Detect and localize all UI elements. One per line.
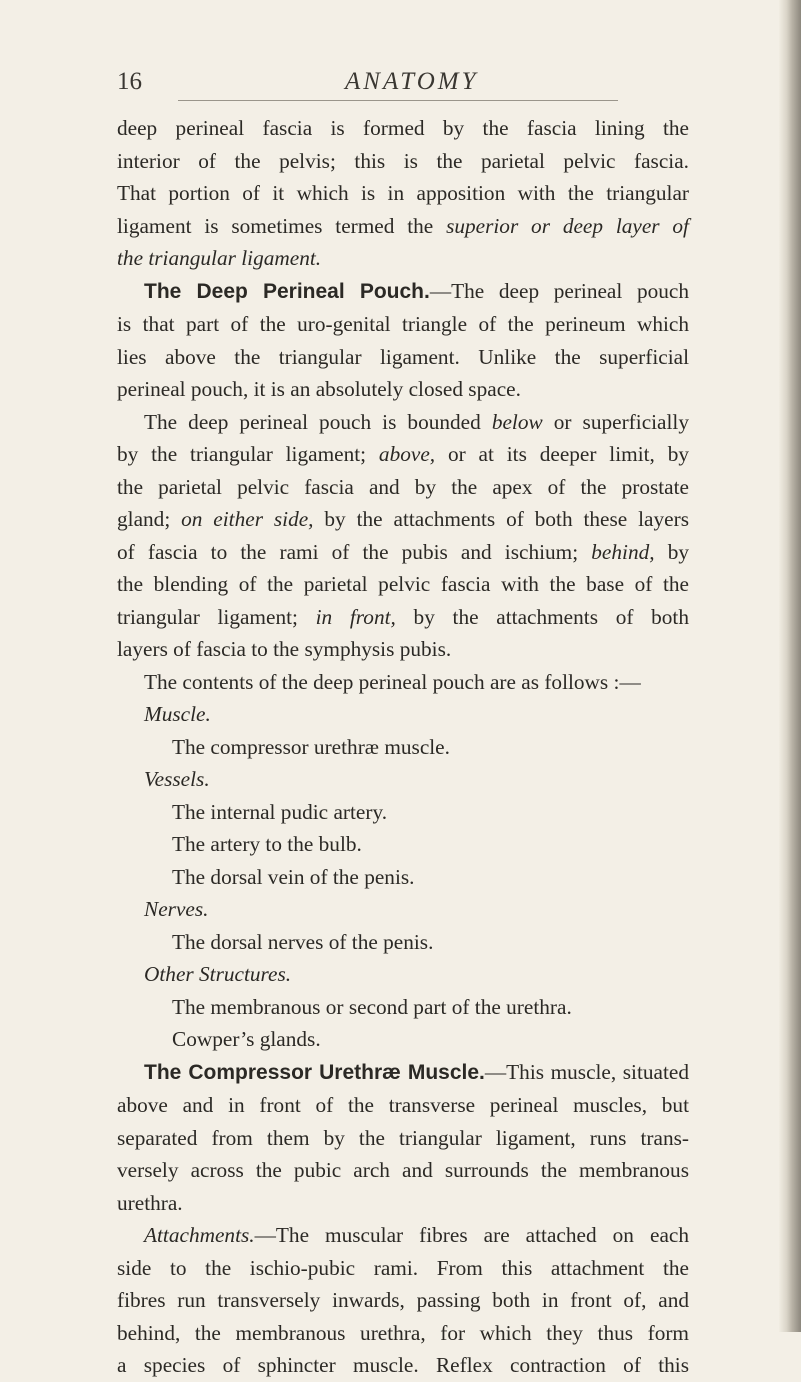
- list-item: The membranous or second part of the urethra.: [172, 994, 572, 1019]
- text-line: separated from them by the triangular ligament, runs trans-: [117, 1125, 689, 1150]
- list-item: The dorsal vein of the penis.: [172, 864, 415, 889]
- text-line: The Compressor Urethræ Muscle.—This muscle, situated: [144, 1059, 689, 1084]
- header-rule: [178, 100, 618, 101]
- list-item: The dorsal nerves of the penis.: [172, 929, 434, 954]
- italic-term: Attachments.: [144, 1223, 255, 1247]
- page-number: 16: [117, 68, 142, 95]
- list-item: The internal pudic artery.: [172, 799, 388, 824]
- text-line: of fascia to the rami of the pubis and ischium; behind, by: [117, 539, 690, 564]
- text-line: That portion of it which is in apposition with the triangular: [117, 181, 689, 205]
- text-line: The Deep Perineal Pouch.—The deep perineal pouch: [144, 278, 689, 303]
- running-title: ANATOMY: [345, 68, 479, 95]
- text-line: a species of sphincter muscle. Reflex contraction of this: [117, 1353, 689, 1377]
- running-head: [117, 68, 687, 102]
- text-line: triangular ligament; in front, by the attachments of both: [117, 604, 689, 629]
- list-category: Muscle.: [144, 702, 211, 726]
- body-text: [117, 112, 689, 1382]
- text-line: above and in front of the transverse perineal muscles, but: [117, 1093, 689, 1117]
- text-line: [117, 242, 689, 275]
- text-line: layers of fascia to the symphysis pubis.: [117, 637, 452, 661]
- section-heading: The Compressor Urethræ Muscle.: [144, 1060, 485, 1084]
- italic-term: on either side,: [181, 507, 314, 531]
- text-line: perineal pouch, it is an absolutely closed space.: [117, 377, 521, 401]
- text-line: interior of the pelvis; this is the parietal pelvic fascia.: [117, 148, 689, 173]
- list-item: Cowper’s glands.: [172, 1027, 321, 1051]
- list-category: Vessels.: [144, 767, 210, 791]
- text-line: The contents of the deep perineal pouch are as follows :—: [144, 669, 641, 694]
- list-item: The artery to the bulb.: [172, 832, 362, 856]
- text-line: lies above the triangular ligament. Unlike the superficial: [117, 344, 689, 369]
- text-line: behind, the membranous urethra, for which they thus form: [117, 1320, 689, 1345]
- italic-term: behind,: [591, 539, 655, 564]
- page-edge-shadow: [779, 0, 801, 1332]
- italic-term: superior or deep layer of: [446, 213, 689, 238]
- italic-term: the triangular ligament.: [117, 246, 322, 270]
- list-category: Nerves.: [144, 897, 209, 921]
- text-line: side to the ischio-pubic rami. From this attachment the: [117, 1255, 689, 1280]
- text-line: The deep perineal pouch is bounded below or superficially: [144, 409, 689, 434]
- text-line: versely across the pubic arch and surrounds the membranous: [117, 1158, 689, 1182]
- text-line: gland; on either side, by the attachments of both these layers: [117, 507, 689, 531]
- section-heading: The Deep Perineal Pouch.: [144, 279, 430, 303]
- text-line: ligament is sometimes termed the superior or deep layer of: [117, 213, 689, 238]
- text-line: deep perineal fascia is formed by the fascia lining the: [117, 116, 689, 140]
- italic-term: in front,: [315, 604, 396, 629]
- text-line: by the triangular ligament; above, or at its deeper limit, by: [117, 442, 690, 466]
- text-line: the blending of the parietal pelvic fascia with the base of the: [117, 572, 689, 596]
- list-category: Other Structures.: [144, 962, 292, 986]
- italic-term: below: [491, 409, 543, 434]
- italic-term: above,: [378, 442, 436, 466]
- text-line: urethra.: [117, 1190, 183, 1215]
- text-line: fibres run transversely inwards, passing both in front of, and: [117, 1288, 689, 1312]
- text-line: the parietal pelvic fascia and by the apex of the prostate: [117, 474, 689, 499]
- text-line: is that part of the uro-genital triangle of the perineum which: [117, 312, 689, 336]
- text-line: Attachments.—The muscular fibres are attached on each: [144, 1223, 689, 1247]
- list-item: The compressor urethræ muscle.: [172, 734, 450, 759]
